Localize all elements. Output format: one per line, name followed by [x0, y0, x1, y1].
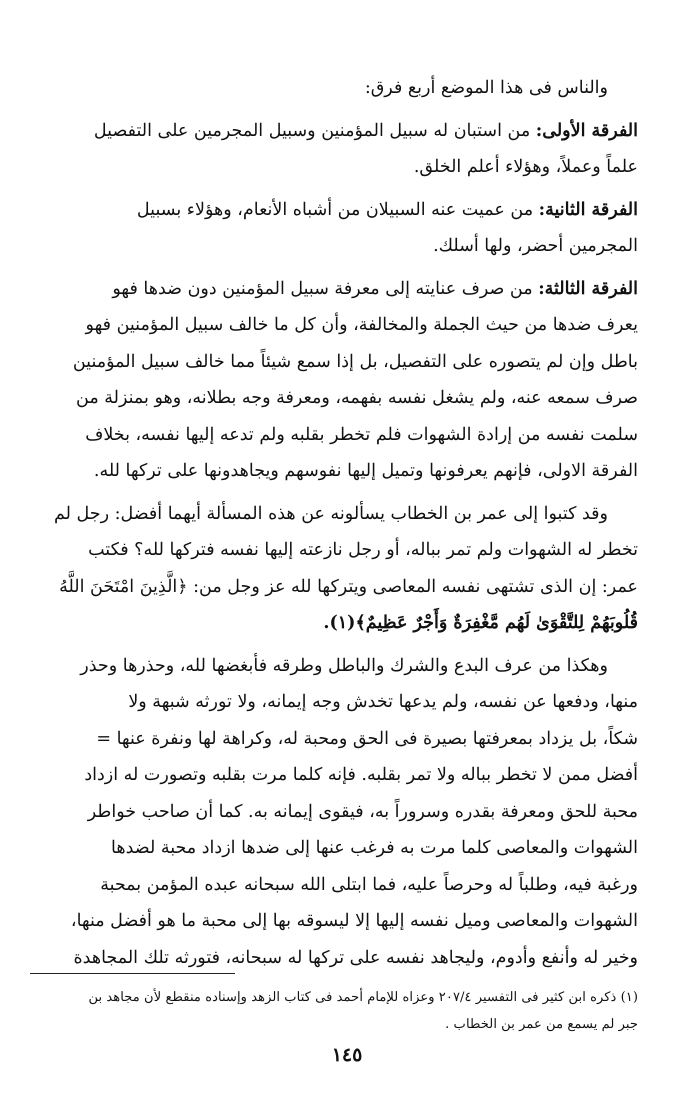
- group-first-line-1: [28, 113, 638, 150]
- umar-paragraph: [28, 496, 638, 642]
- group-third-text-1: من صرف عنايته إلى معرفة سبيل المؤمنين دون ضدها فهو: [112, 278, 539, 299]
- group-second: [28, 192, 638, 265]
- group-third: [28, 271, 638, 490]
- page-body: [28, 70, 638, 980]
- final-line-1: وهكذا من عرف البدع والشرك والباطل وطرقه فأبغضها لله، وحذرها وحذر: [80, 655, 608, 676]
- group-first-line-2: علماً وعملاً، وهؤلاء أعلم الخلق.: [413, 157, 638, 177]
- group-first: [28, 113, 638, 186]
- group-third-line-5: سلمت نفسه من إرادة الشهوات فلم تخطر بقلبه ولم تدعه إليها نفسه، بخلاف: [85, 424, 638, 445]
- final-line-8: الشهوات والمعاصى وميل نفسه إليها إلا ليسوقه بها إلى محبة ما هو أفضل منها،: [70, 911, 638, 931]
- final-paragraph: [28, 648, 638, 977]
- final-line-2: منها، ودفعها عن نفسه، ولم يدعها تخدش وجه إيمانه، ولا تورثه شبهة ولا: [128, 692, 638, 712]
- group-third-line-6: الفرقة الاولى، فإنهم يعرفونها وتميل إليها نفوسهم ويجاهدونها على تركها لله.: [93, 461, 638, 481]
- group-third-line-3: باطل وإن لم يتصوره على التفصيل، بل إذا سمع شيئاً مما خالف سبيل المؤمنين: [72, 351, 638, 372]
- group-second-text-1: من عميت عنه السبيلان من أشباه الأنعام، وهؤلاء بسبيل: [136, 199, 539, 220]
- footnotes: [28, 984, 638, 1038]
- footnote-line-2: جبر لم يسمع من عمر بن الخطاب .: [445, 1017, 638, 1032]
- group-second-line-1: [28, 192, 638, 229]
- group-first-label: الفرقة الأولى:: [535, 120, 638, 141]
- group-third-line-2: يعرف ضدها من حيث الجملة والمخالفة، وأن كل ما خالف سبيل المؤمنين فهو: [85, 315, 638, 335]
- final-line-9: وخير له وأنفع وأدوم، وليجاهد نفسه على تركها له سبحانه، فتورثه تلك المجاهدة: [73, 947, 638, 968]
- footnote-line-1: (١) ذكره ابن كثير فى التفسير ٢٠٧/٤ وعزاه للإمام أحمد فى كتاب الزهد وإسناده منقطع لأن مجاهد بن: [88, 990, 638, 1005]
- page-number: ١٤٥: [331, 1044, 363, 1066]
- umar-line-3: عمر: إن الذى تشتهى نفسه المعاصى ويتركها لله عز وجل من: ﴿الَّذِينَ امْتَحَنَ اللَّهُ: [59, 576, 638, 597]
- final-line-7: ورغبة فيه، وطلباً له وحرصاً عليه، فما ابتلى الله سبحانه عبده المؤمن بمحبة: [100, 874, 638, 895]
- footnote-divider: [30, 973, 235, 974]
- intro-line: والناس فى هذا الموضع أربع فرق:: [364, 78, 608, 98]
- group-third-label: الفرقة الثالثة:: [538, 278, 638, 299]
- group-first-text-1: من استبان له سبيل المؤمنين وسبيل المجرمين على التفصيل: [93, 120, 536, 141]
- final-line-4: أفضل ممن لا تخطر بباله ولا تمر بقلبه. فإنه كلما مرت بقلبه وتصورت له ازداد: [84, 765, 638, 785]
- group-third-line-4: صرف سمعه عنه، ولم يشغل نفسه بفهمه، ومعرفة وجه بطلانه، وهو بمنزلة من: [76, 388, 638, 408]
- group-third-line-1: [28, 271, 638, 308]
- final-line-5: محبة للحق ومعرفة بقدره وسروراً به، فيقوى إيمانه به. كما أن صاحب خواطر: [87, 801, 638, 822]
- group-second-label: الفرقة الثانية:: [538, 199, 638, 220]
- umar-line-2: تخطر له الشهوات ولم تمر بباله، أو رجل نازعته إليها نفسه فتركها لله؟ فكتب: [88, 540, 638, 560]
- final-line-6: الشهوات والمعاصى كلما مرت به فرغب عنها إلى ضدها ازداد محبة لضدها: [111, 838, 638, 858]
- umar-line-1: وقد كتبوا إلى عمر بن الخطاب يسألونه عن هذه المسألة أيهما أفضل: رجل لم: [53, 503, 608, 524]
- group-second-line-2: المجرمين أحضر، ولها أسلك.: [433, 236, 638, 256]
- final-line-3: شكاً، بل يزداد بمعرفتها بصيرة فى الحق ومحبة له، وكراهة لها ونفرة عنها =: [96, 728, 638, 749]
- umar-line-4: قُلُوبَهُمْ لِلتَّقْوَىٰ لَهُم مَّغْفِرَةٌ وَأَجْرٌ عَظِيمٌ﴾(١).: [323, 613, 638, 633]
